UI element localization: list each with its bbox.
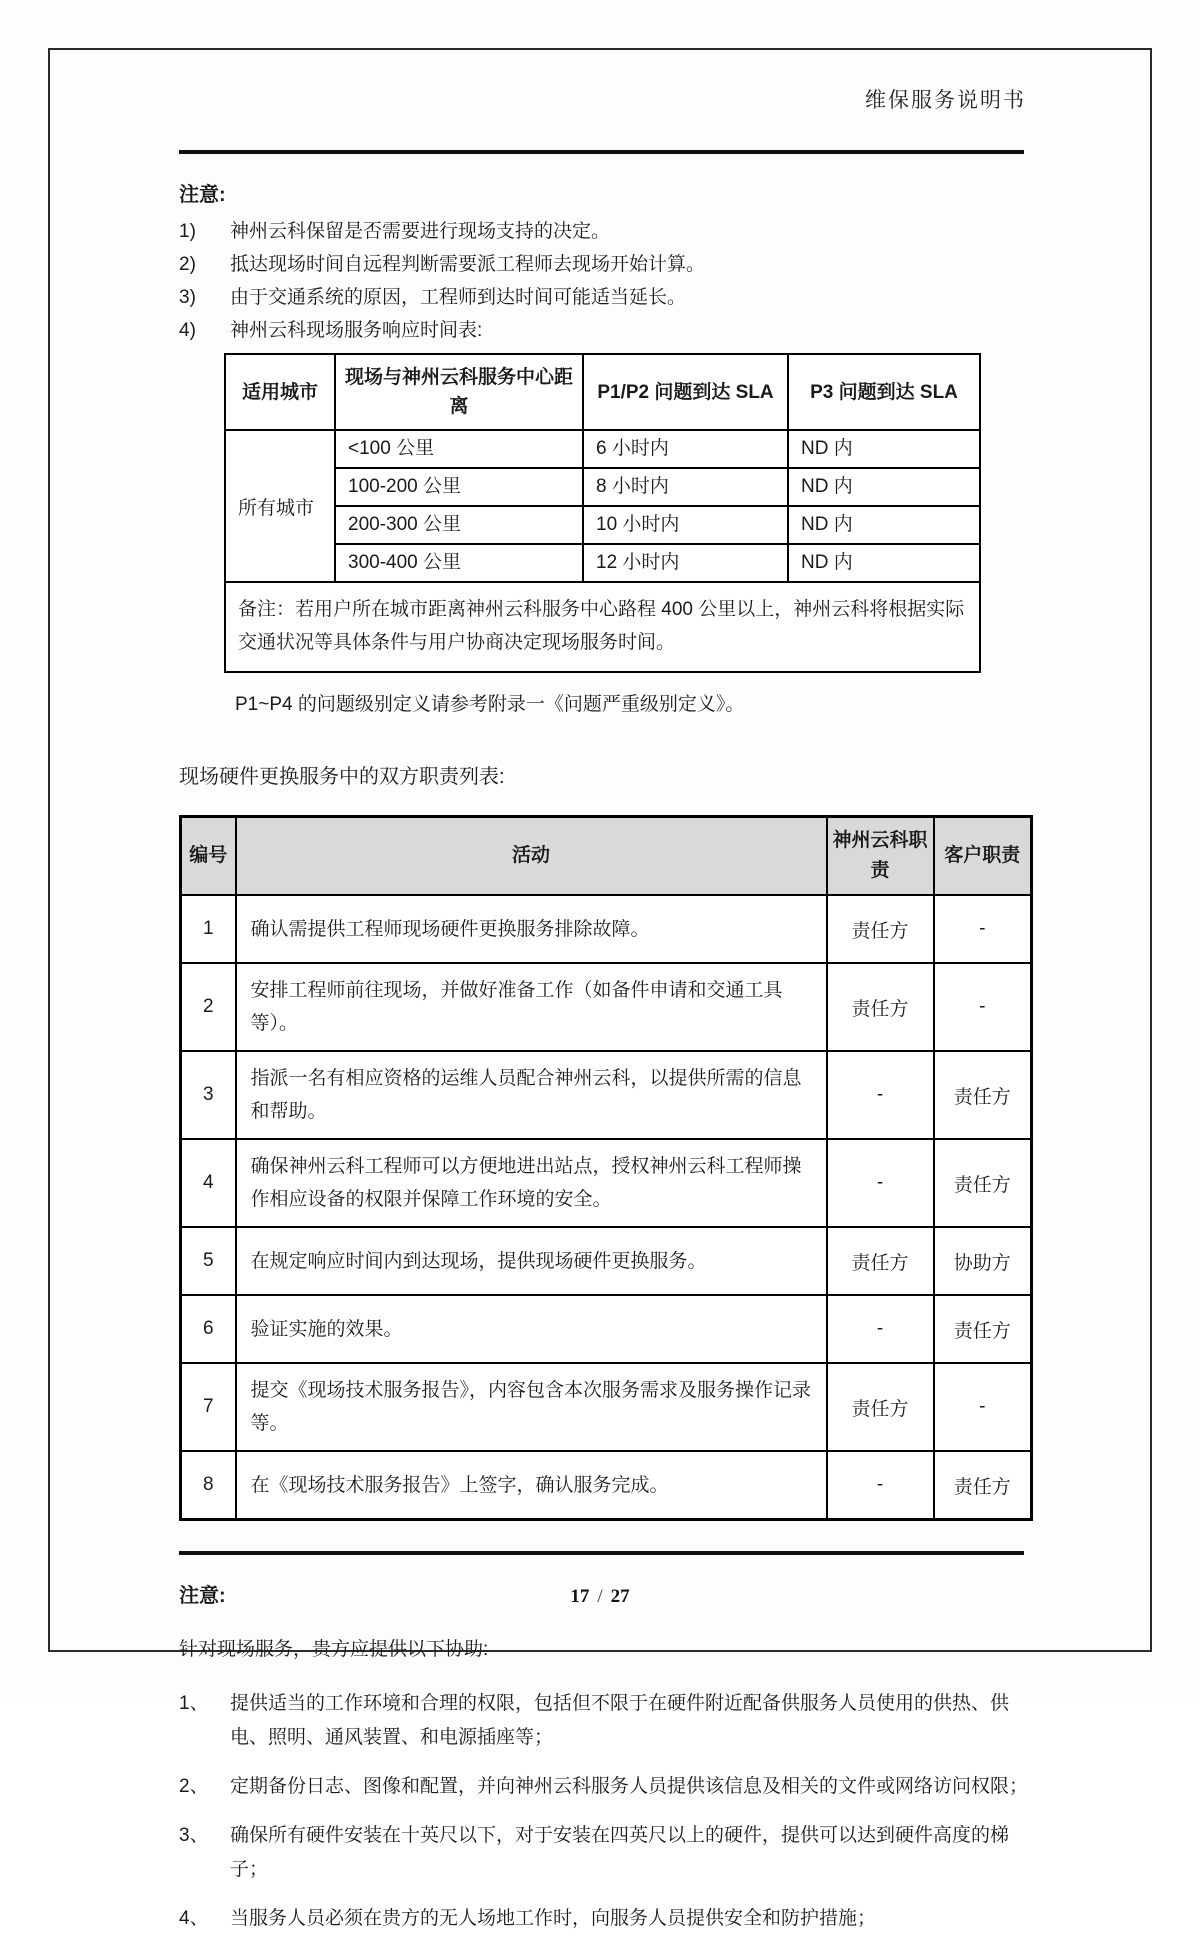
table-row xyxy=(181,1363,1032,1451)
table-row xyxy=(225,506,980,544)
list-text: 确保所有硬件安装在十英尺以下，对于安装在四英尺以上的硬件，提供可以达到硬件高度的梯子； xyxy=(230,1825,1010,1880)
table-row xyxy=(225,468,980,506)
page-content xyxy=(179,178,1030,1936)
notice-bottom-intro: 针对现场服务，贵方应提供以下协助: xyxy=(179,1639,489,1660)
p1p2-sla-cell: 12 小时内 xyxy=(583,544,788,582)
row-number: 5 xyxy=(181,1227,236,1295)
list-text: 神州云科现场服务响应时间表: xyxy=(230,320,483,341)
document-header-title: 维保服务说明书 xyxy=(865,88,1026,112)
column-header: P1/P2 问题到达 SLA xyxy=(583,354,788,430)
page-border-frame xyxy=(48,48,1152,1929)
vendor-role-cell: 责任方 xyxy=(827,1363,934,1451)
column-header: 适用城市 xyxy=(225,354,335,430)
row-number: 6 xyxy=(181,1295,236,1363)
list-marker: 1、 xyxy=(179,1693,209,1714)
notice-top-list xyxy=(179,221,1030,342)
p3-sla-cell: ND 内 xyxy=(788,468,980,506)
assistance-list xyxy=(179,1687,1030,1936)
vendor-role-cell: - xyxy=(827,1295,934,1363)
p3-sla-cell: ND 内 xyxy=(788,506,980,544)
customer-role-cell: - xyxy=(934,1363,1032,1451)
total-page-number: 27 xyxy=(610,1586,630,1607)
list-text: 抵达现场时间自远程判断需要派工程师去现场开始计算。 xyxy=(230,254,706,275)
column-header: 现场与神州云科服务中心距离 xyxy=(335,354,583,430)
customer-role-cell: 责任方 xyxy=(934,1051,1032,1139)
list-item xyxy=(179,320,1030,342)
activity-cell: 验证实施的效果。 xyxy=(236,1295,827,1363)
list-item xyxy=(179,221,1030,243)
activity-cell: 安排工程师前往现场，并做好准备工作（如备件申请和交通工具等）。 xyxy=(236,963,827,1051)
vendor-role-cell: 责任方 xyxy=(827,1227,934,1295)
page-number xyxy=(50,1586,1150,1608)
sla-response-table xyxy=(224,353,981,673)
table-remark: 备注：若用户所在城市距离神州云科服务中心路程 400 公里以上，神州云科将根据实际交通状况等具体条件与用户协商决定现场服务时间。 xyxy=(225,582,980,672)
vendor-role-cell: - xyxy=(827,1139,934,1227)
responsibility-section-title: 现场硬件更换服务中的双方职责列表: xyxy=(179,766,505,788)
activity-cell: 在《现场技术服务报告》上签字，确认服务完成。 xyxy=(236,1451,827,1520)
row-number: 8 xyxy=(181,1451,236,1520)
list-marker: 1) xyxy=(179,221,196,242)
distance-cell: 100-200 公里 xyxy=(335,468,583,506)
column-header: 神州云科职责 xyxy=(827,817,934,896)
table-row xyxy=(181,1139,1032,1227)
column-header: 活动 xyxy=(236,817,827,896)
customer-role-cell: 协助方 xyxy=(934,1227,1032,1295)
header-divider xyxy=(179,150,1024,154)
vendor-role-cell: - xyxy=(827,1451,934,1520)
distance-cell: <100 公里 xyxy=(335,430,583,468)
list-marker: 2) xyxy=(179,254,196,275)
list-item xyxy=(179,254,1030,276)
column-header: 编号 xyxy=(181,817,236,896)
list-marker: 4、 xyxy=(179,1908,209,1929)
row-number: 7 xyxy=(181,1363,236,1451)
distance-cell: 300-400 公里 xyxy=(335,544,583,582)
table-header-row xyxy=(181,817,1032,896)
p1p2-sla-cell: 8 小时内 xyxy=(583,468,788,506)
severity-definition-note: P1~P4 的问题级别定义请参考附录一《问题严重级别定义》。 xyxy=(235,694,745,715)
customer-role-cell: 责任方 xyxy=(934,1295,1032,1363)
list-marker: 3) xyxy=(179,287,196,308)
notice-top-label: 注意: xyxy=(179,184,226,206)
list-item xyxy=(179,1770,1030,1804)
current-page-number: 17 xyxy=(570,1586,590,1607)
customer-role-cell: 责任方 xyxy=(934,1451,1032,1520)
activity-cell: 确保神州云科工程师可以方便地进出站点，授权神州云科工程师操作相应设备的权限并保障工作环境的安全。 xyxy=(236,1139,827,1227)
customer-role-cell: 责任方 xyxy=(934,1139,1032,1227)
city-group-cell: 所有城市 xyxy=(225,430,335,582)
list-marker: 2、 xyxy=(179,1776,209,1797)
customer-role-cell: - xyxy=(934,963,1032,1051)
p3-sla-cell: ND 内 xyxy=(788,430,980,468)
responsibility-table xyxy=(179,815,1033,1521)
notice-bottom-label: 注意: xyxy=(179,1585,226,1607)
page-number-separator: / xyxy=(597,1586,603,1607)
table-row xyxy=(181,1051,1032,1139)
section-divider xyxy=(179,1551,1024,1555)
row-number: 3 xyxy=(181,1051,236,1139)
activity-cell: 指派一名有相应资格的运维人员配合神州云科，以提供所需的信息和帮助。 xyxy=(236,1051,827,1139)
vendor-role-cell: 责任方 xyxy=(827,895,934,963)
list-text: 提供适当的工作环境和合理的权限，包括但不限于在硬件附近配备供服务人员使用的供热、供电、照明、通风装置、和电源插座等； xyxy=(230,1693,1010,1748)
distance-cell: 200-300 公里 xyxy=(335,506,583,544)
list-marker: 3、 xyxy=(179,1825,209,1846)
activity-cell: 确认需提供工程师现场硬件更换服务排除故障。 xyxy=(236,895,827,963)
table-row xyxy=(225,430,980,468)
list-text: 定期备份日志、图像和配置，并向神州云科服务人员提供该信息及相关的文件或网络访问权限； xyxy=(230,1776,1029,1797)
table-row xyxy=(181,963,1032,1051)
vendor-role-cell: 责任方 xyxy=(827,963,934,1051)
list-marker: 4) xyxy=(179,320,196,341)
table-row xyxy=(225,544,980,582)
column-header: 客户职责 xyxy=(934,817,1032,896)
p3-sla-cell: ND 内 xyxy=(788,544,980,582)
customer-role-cell: - xyxy=(934,895,1032,963)
list-item xyxy=(179,1902,1030,1936)
table-remark-row xyxy=(225,582,980,672)
p1p2-sla-cell: 6 小时内 xyxy=(583,430,788,468)
list-item xyxy=(179,1819,1030,1887)
list-item xyxy=(179,287,1030,309)
row-number: 1 xyxy=(181,895,236,963)
vendor-role-cell: - xyxy=(827,1051,934,1139)
p1p2-sla-cell: 10 小时内 xyxy=(583,506,788,544)
list-item xyxy=(179,1687,1030,1755)
table-row xyxy=(181,1451,1032,1520)
table-row xyxy=(181,1295,1032,1363)
row-number: 2 xyxy=(181,963,236,1051)
table-row xyxy=(181,895,1032,963)
table-row xyxy=(181,1227,1032,1295)
table-header-row xyxy=(225,354,980,430)
row-number: 4 xyxy=(181,1139,236,1227)
activity-cell: 提交《现场技术服务报告》，内容包含本次服务需求及服务操作记录等。 xyxy=(236,1363,827,1451)
activity-cell: 在规定响应时间内到达现场，提供现场硬件更换服务。 xyxy=(236,1227,827,1295)
list-text: 由于交通系统的原因，工程师到达时间可能适当延长。 xyxy=(230,287,687,308)
column-header: P3 问题到达 SLA xyxy=(788,354,980,430)
list-text: 当服务人员必须在贵方的无人场地工作时，向服务人员提供安全和防护措施； xyxy=(230,1908,877,1929)
list-text: 神州云科保留是否需要进行现场支持的决定。 xyxy=(230,221,611,242)
